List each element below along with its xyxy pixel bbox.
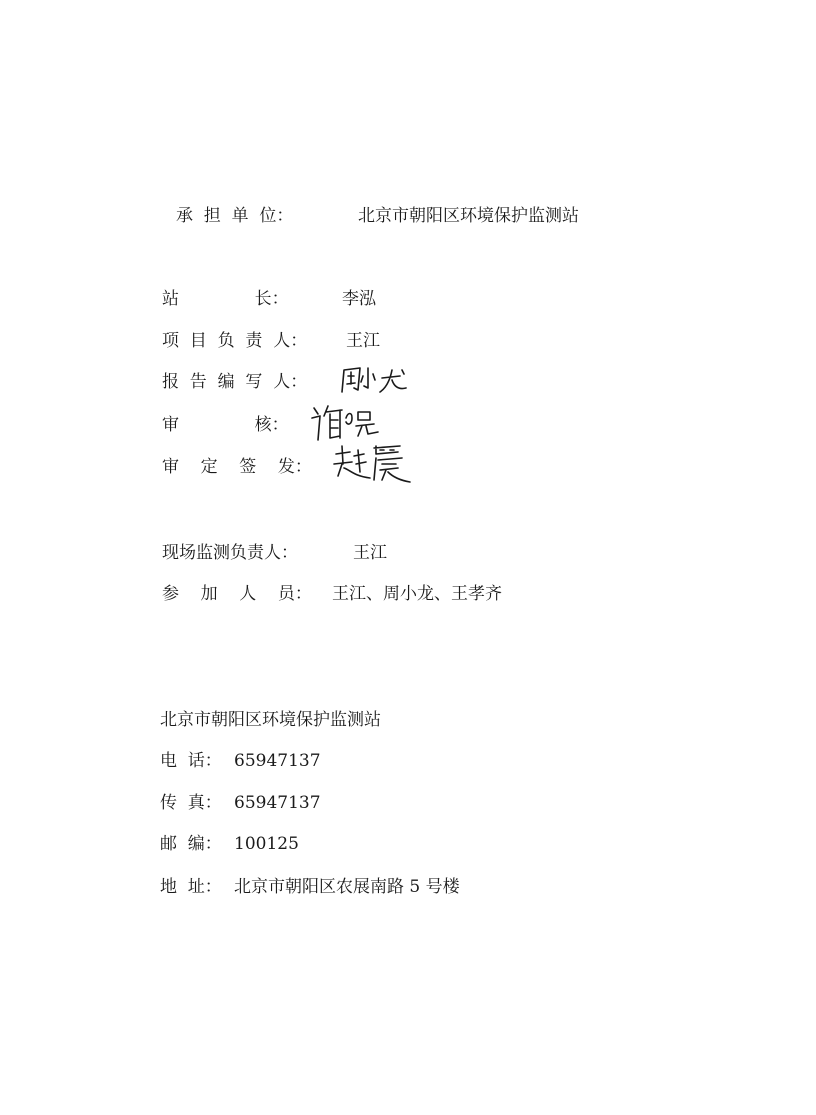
field-lead-label: 现场监测负责人： xyxy=(162,543,298,563)
approver-signature xyxy=(330,442,416,486)
fax-label: 传 真： xyxy=(160,793,222,813)
address-label: 地 址： xyxy=(160,877,222,897)
report-writer-label: 报 告 编 写 人： xyxy=(162,372,308,392)
contact-org: 北京市朝阳区环境保护监测站 xyxy=(160,710,381,730)
postcode-value: 100125 xyxy=(234,834,299,854)
participants-value: 王江、周小龙、王孝齐 xyxy=(332,584,502,604)
reviewer-signature xyxy=(306,400,390,446)
phone-value: 65947137 xyxy=(234,751,321,771)
address-value: 北京市朝阳区农展南路 5 号楼 xyxy=(234,877,460,897)
fax-value: 65947137 xyxy=(234,793,321,813)
director-label: 站 长： xyxy=(162,289,289,309)
report-writer-signature xyxy=(336,362,416,398)
director-value: 李泓 xyxy=(342,289,376,309)
postcode-label: 邮 编： xyxy=(160,834,222,854)
participants-label: 参 加 人 员： xyxy=(162,584,312,604)
approver-label: 审 定 签 发： xyxy=(162,457,312,477)
phone-label: 电 话： xyxy=(160,751,222,771)
reviewer-label: 审 核： xyxy=(162,415,289,435)
unit-label: 承 担 单 位： xyxy=(176,206,294,226)
field-lead-value: 王江 xyxy=(353,543,387,563)
project-lead-value: 王江 xyxy=(346,331,380,351)
unit-value: 北京市朝阳区环境保护监测站 xyxy=(358,206,579,226)
project-lead-label: 项 目 负 责 人： xyxy=(162,331,308,351)
